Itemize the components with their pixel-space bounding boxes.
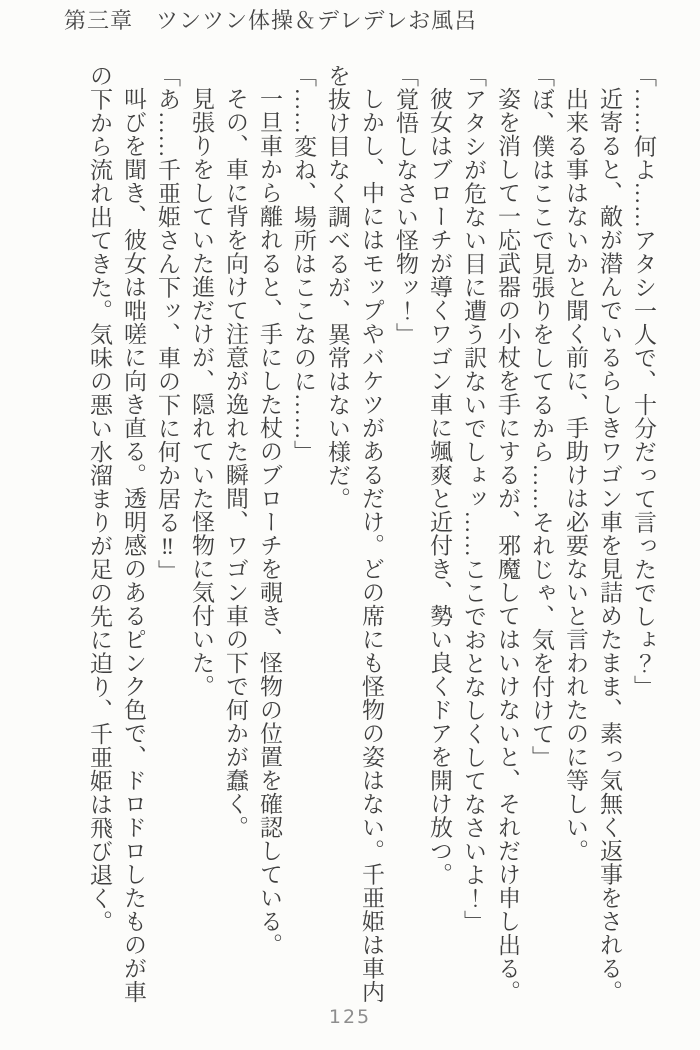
narration-line: 出来る事はないかと聞く前に、手助けは必要ないと言われたのに等しい。: [563, 87, 588, 863]
dialogue-line: 「アタシが危ない目に遭う訳ないでしょッ……ここでおとなしくしてなさいよ！」: [461, 64, 486, 934]
narration-line: 彼女はブローチが導くワゴン車に颯爽と近付き、勢い良くドアを開け放つ。: [427, 87, 452, 886]
narration-line: 近寄ると、敵が潜んでいるらしきワゴン車を見詰めたまま、素っ気無く返事をされる。: [597, 87, 622, 1004]
main-text-block: [82, 64, 660, 1004]
dialogue-line: 「覚悟しなさい怪物ッ！」: [393, 64, 418, 346]
chapter-header: 第三章 ツンツン体操＆デレデレお風呂: [64, 8, 478, 33]
narration-line: その、車に背を向けて注意が逸れた瞬間、ワゴン車の下で何かが蠢く。: [223, 87, 248, 839]
dialogue-line: 「……何よ……アタシ一人で、十分だって言ったでしょ？」: [631, 64, 656, 699]
narration-line: 叫びを聞き、彼女は咄嗟に向き直る。透明感のあるピンク色で、ドロドロしたものが車の下から流れ出てきた。気味の悪い水溜まりが足の先に迫り、千亜姫は飛び退く。: [87, 64, 146, 1004]
narration-line: 見張りをしていた進だけが、隠れていた怪物に気付いた。: [189, 87, 214, 698]
dialogue-line: 「ぼ、僕はここで見張りをしてるから……それじゃ、気を付けて」: [529, 64, 554, 769]
dialogue-line: 「……変ね、場所はここなのに……」: [291, 64, 316, 464]
narration-line: 一旦車から離れると、手にした杖のブローチを覗き、怪物の位置を確認している。: [257, 87, 282, 957]
narration-line: 姿を消して一応武器の小杖を手にするが、邪魔してはいけないと、それだけ申し出る。: [495, 87, 520, 1004]
page-number: 125: [328, 1006, 372, 1028]
dialogue-line: 「あ……千亜姫さん下ッ、車の下に何か居る‼」: [155, 64, 180, 583]
narration-line: しかし、中にはモップやバケツがあるだけ。どの席にも怪物の姿はない。千亜姫は車内を抜け目なく調べるが、異常はない様だ。: [325, 64, 384, 1004]
